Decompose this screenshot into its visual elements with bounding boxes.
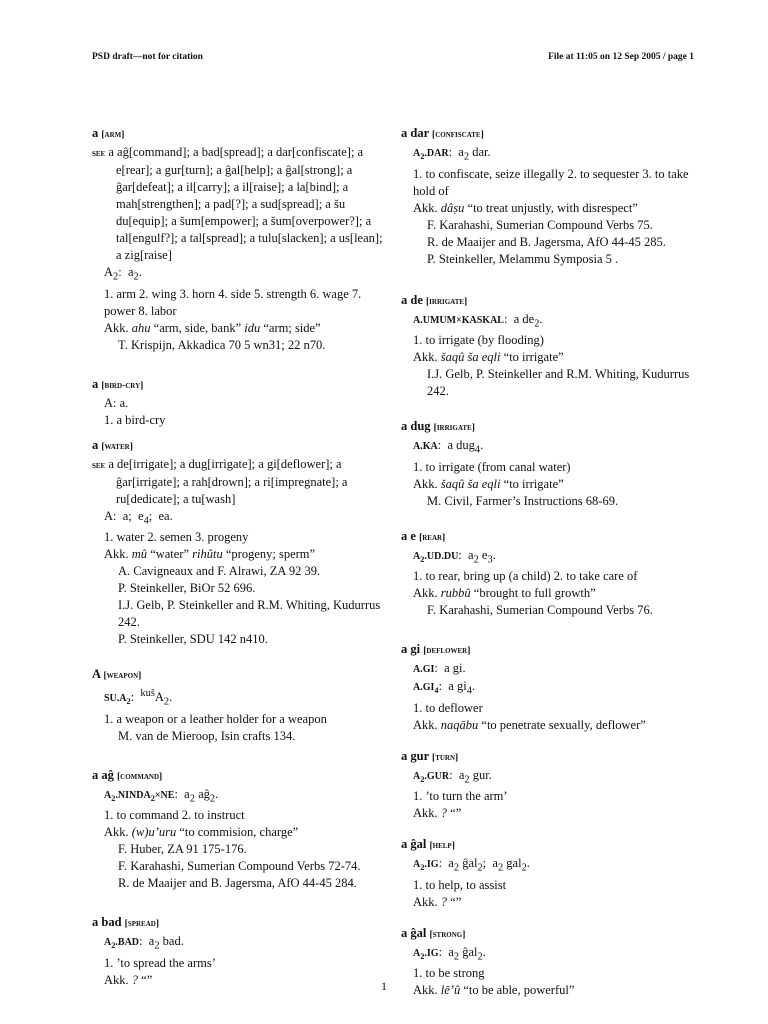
entry-reference: P. Steinkeller, Melammu Symposia 5 . xyxy=(427,251,619,266)
entry-headword: a e [rear] xyxy=(401,528,446,543)
entry-reference: R. de Maaijer and B. Jagersma, AfO 44-45 285. xyxy=(427,234,666,249)
entry-meanings: 1. water 2. semen 3. progeny xyxy=(104,530,249,544)
entry-akkadian: Akk. ? “” xyxy=(413,894,462,909)
entry-reference: F. Huber, ZA 91 175-176. xyxy=(118,842,247,857)
entry-sense: [command] xyxy=(117,771,163,782)
dictionary-entry xyxy=(92,437,384,649)
entry-reference: P. Steinkeller, SDU 142 n410. xyxy=(118,632,268,646)
header-file-info: File at 11:05 on 12 Sep 2005 / page 1 xyxy=(548,52,694,62)
dictionary-entry xyxy=(92,767,384,893)
dictionary-entry xyxy=(401,418,701,510)
entry-sense: [help] xyxy=(429,841,455,851)
entry-meanings: 1. to irrigate (from canal water) xyxy=(413,459,571,474)
left-column xyxy=(92,125,384,1011)
entry-form: A: a; $e_4$; ea. xyxy=(104,508,173,526)
dictionary-entry xyxy=(401,125,701,268)
entry-meanings: 1. to help, to assist xyxy=(413,877,507,892)
entry-form: A.UMUM×KASKAL: a $de_2$. xyxy=(413,311,543,329)
entry-reference: F. Karahashi, Sumerian Compound Verbs 72-74. xyxy=(118,859,361,874)
entry-reference: F. Karahashi, Sumerian Compound Verbs 76. xyxy=(427,603,653,617)
entry-meanings: 1. ’to spread the arms’ xyxy=(104,955,216,970)
entry-meanings: 1. to be strong xyxy=(413,966,485,980)
dictionary-entry xyxy=(401,292,701,401)
entry-form: $A_2.BAD$: $a_2$ bad. xyxy=(104,934,184,952)
entry-akkadian: Akk. dâṣu “to treat unjustly, with disrespect” xyxy=(413,200,638,215)
entry-meanings: 1. arm 2. wing 3. horn 4. side 5. strength 6. wage 7. power 8. labor xyxy=(104,286,362,318)
entry-headword: a [water] xyxy=(92,437,133,452)
entry-headword: a ĝal [help] xyxy=(401,837,455,851)
dictionary-entry xyxy=(92,666,384,745)
entry-sense: [arm] xyxy=(101,130,125,140)
entry-headword: a gur [turn] xyxy=(401,748,459,763)
entry-see-list: see a de[irrigate]; a dug[irrigate]; a gi[deflower]; a ĝar[irrigate]; a rah[drown]; a ri[impregnate]; a ru[dedicate]; a tu[wash] xyxy=(92,456,348,506)
page-number: 1 xyxy=(381,979,387,993)
entry-akkadian: Akk. rubbû “brought to full growth” xyxy=(413,586,596,600)
dictionary-entry xyxy=(92,914,384,989)
entry-headword: a [bird-cry] xyxy=(92,376,144,391)
entry-meanings: 1. ’to turn the arm’ xyxy=(413,789,508,803)
entry-sense: [bird-cry] xyxy=(101,380,144,391)
entry-headword: a aĝ [command] xyxy=(92,767,163,782)
entry-reference: T. Krispijn, Akkadica 70 5 wn31; 22 n70. xyxy=(118,337,326,352)
entry-meanings: 1. to confiscate, seize illegally 2. to sequester 3. to take hold of xyxy=(413,166,689,198)
entry-reference: I.J. Gelb, P. Steinkeller and R.M. Whiting, Kudurrus 242. xyxy=(427,367,690,398)
entry-headword: a de [irrigate] xyxy=(401,292,468,307)
entry-sense: [turn] xyxy=(432,752,459,763)
entry-reference: M. van de Mieroop, Isin crafts 134. xyxy=(118,728,296,743)
entry-akkadian: Akk. ? “” xyxy=(104,972,153,987)
page-header xyxy=(92,52,694,66)
entry-akkadian: Akk. šaqû ša eqli “to irrigate” xyxy=(413,476,564,491)
entry-meanings: 1. to irrigate (by flooding) xyxy=(413,333,544,347)
entry-headword: A [weapon] xyxy=(92,667,142,681)
entry-meanings: 1. to command 2. to instruct xyxy=(104,808,245,823)
entry-reference: A. Cavigneaux and F. Alrawi, ZA 92 39. xyxy=(118,564,321,578)
entry-headword: a bad [spread] xyxy=(92,915,159,930)
entry-akkadian: Akk. šaqû ša eqli “to irrigate” xyxy=(413,350,564,364)
entry-form: $A_2.IG$: $a_2$ ĝal$_2$; $a_2$ gal$_2$. xyxy=(413,856,530,874)
entry-form: $A_2.DAR$: $a_2$ dar. xyxy=(413,145,491,163)
entry-headword: a ĝal [strong] xyxy=(401,925,466,940)
entry-sense: [weapon] xyxy=(103,671,142,681)
dictionary-entry xyxy=(401,528,701,620)
entry-sense: [deflower] xyxy=(423,646,471,656)
entry-headword: a dug [irrigate] xyxy=(401,419,475,433)
entry-reference: F. Karahashi, Sumerian Compound Verbs 75. xyxy=(427,217,653,232)
entry-headword: a dar [confiscate] xyxy=(401,126,484,140)
entry-akkadian: Akk. (w)u’uru “to commision, charge” xyxy=(104,825,299,840)
entry-see-list: see a aĝ[command]; a bad[spread]; a dar[confiscate]; a e[rear]; a gur[turn]; a ĝal[help]; a ĝal[strong]; a ĝar[defeat]; a il[carry]; a il[raise]; a la[bind]; a mah[strengthen]; a pad[?]; a sud[spread]; a šu du[equip]; a šum[empower]; a šum[overpower?]; a tal[engulf?]; a tal[spread]; a tulu[slacken]; a us[lean]; a zig[raise] xyxy=(92,145,383,262)
entry-akkadian: Akk. naqābu “to penetrate sexually, deflower” xyxy=(413,717,646,732)
entry-akkadian: Akk. ? “” xyxy=(413,806,462,820)
entry-akkadian: Akk. mû “water” rihûtu “progeny; sperm” xyxy=(104,547,316,561)
entry-form: A: a. xyxy=(104,395,129,410)
entry-form: $A_2.GUR$: $a_2$ gur. xyxy=(413,767,492,785)
right-column xyxy=(401,125,701,1021)
entry-sense: [irrigate] xyxy=(433,423,475,433)
entry-headword: a gi [deflower] xyxy=(401,642,471,656)
entry-reference: M. Civil, Farmer’s Instructions 68-69. xyxy=(427,493,619,508)
entry-sense: [water] xyxy=(101,441,133,452)
entry-sense: [irrigate] xyxy=(426,296,468,307)
entry-form: $A_2.IG$: $a_2$ ĝal$_2$. xyxy=(413,944,486,962)
entry-form: $A.GI_4$: a $gi_4$. xyxy=(413,679,476,697)
entry-meanings: 1. a weapon or a leather holder for a weapon xyxy=(104,711,327,726)
entry-form: $SU.A_2$: $^{kuš}A_2$. xyxy=(104,688,173,708)
header-draft-note: PSD draft—not for citation xyxy=(92,52,203,62)
entry-akkadian: Akk. ahu “arm, side, bank” idu “arm; side” xyxy=(104,320,321,335)
entry-form: A.GI: a gi. xyxy=(413,661,466,675)
entry-form: $A_2.UD.DU$: $a_2$ $e_3$. xyxy=(413,547,496,565)
dictionary-entry xyxy=(401,641,701,734)
entry-meanings: 1. a bird-cry xyxy=(104,412,166,427)
dictionary-entry xyxy=(92,125,384,354)
entry-form: $A_2$: $a_2$. xyxy=(104,265,142,283)
entry-sense: [rear] xyxy=(419,532,446,543)
entry-meanings: 1. to deflower xyxy=(413,700,483,715)
entry-akkadian: Akk. lē’û “to be able, powerful” xyxy=(413,983,575,997)
dictionary-entry xyxy=(92,376,384,429)
entry-form: $A_2.NINDA_2\times NE$: $a_2$ $aĝ_2$. xyxy=(104,786,219,805)
entry-reference: I.J. Gelb, P. Steinkeller and R.M. Whiting, Kudurrus 242. xyxy=(118,598,381,629)
dictionary-entry xyxy=(401,836,701,911)
entry-sense: [confiscate] xyxy=(432,130,484,140)
entry-meanings: 1. to rear, bring up (a child) 2. to take care of xyxy=(413,569,638,583)
entry-sense: [strong] xyxy=(429,929,466,940)
dictionary-entry xyxy=(401,748,701,823)
entry-reference: P. Steinkeller, BiOr 52 696. xyxy=(118,581,256,595)
entry-form: A.KA: a dug$_4$. xyxy=(413,438,484,456)
entry-reference: R. de Maaijer and B. Jagersma, AfO 44-45 284. xyxy=(118,876,357,891)
entry-headword: a [arm] xyxy=(92,126,125,140)
entry-sense: [spread] xyxy=(124,919,159,930)
